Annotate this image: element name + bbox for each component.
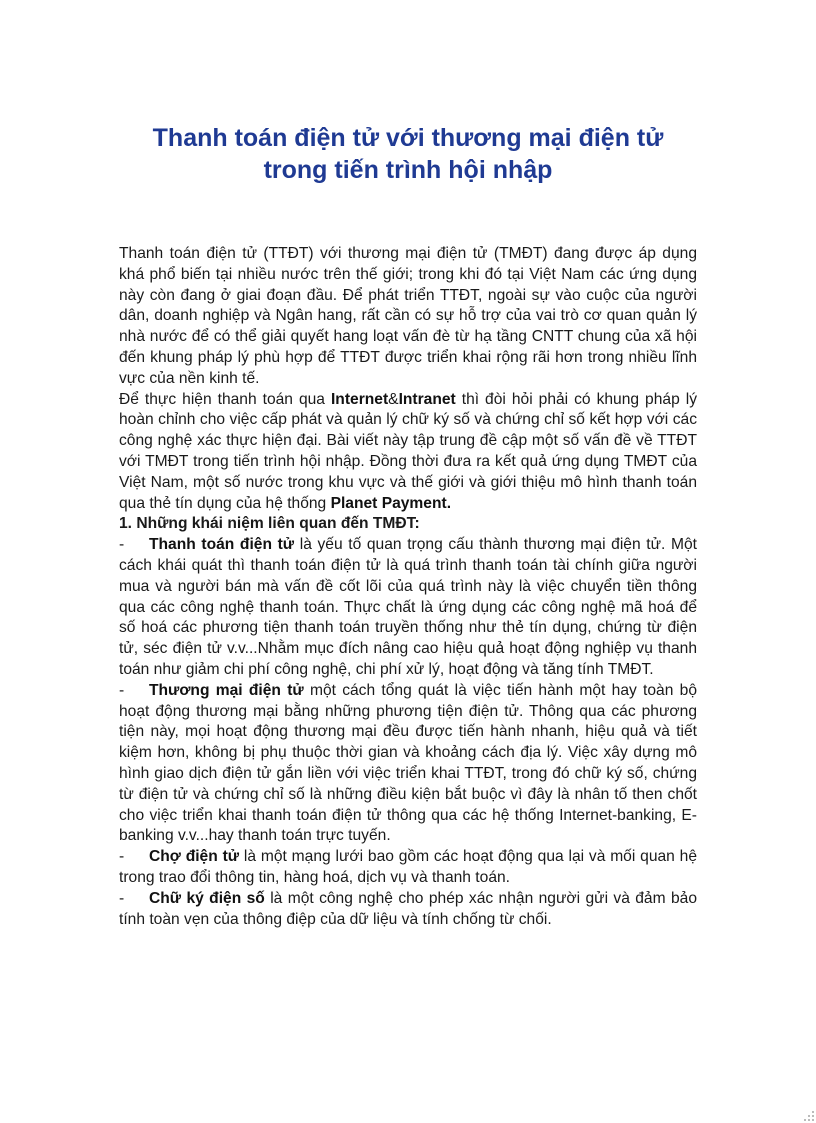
item-e-commerce [119, 681, 697, 847]
title-line-2: trong tiến trình hội nhập [263, 156, 553, 184]
intro-p2-text-b: thì đòi hỏi phải có khung pháp lý hoàn chỉnh cho việc cấp phát và quản lý chữ ký số và chứng chỉ số kết hợp với các công nghệ xác thực hiện đại. Bài viết này tập trung đề cập một số vấn đề về TTĐT với TMĐT trong tiến trình hội nhập. Đồng thời đưa ra kết quả ứng dụng TMĐT của Việt Nam, một số nước trong khu vực và thế giới và giới thiệu mô hình thanh toán qua thẻ tín dụng của hệ thống [119, 390, 697, 512]
section-1-heading: 1. Những khái niệm liên quan đến TMĐT: [119, 515, 420, 533]
item-dash: - [119, 889, 125, 907]
item-dash: - [119, 848, 125, 866]
item-term: Thanh toán điện tử [149, 536, 295, 554]
item-e-payment [119, 535, 697, 681]
item-dash: - [119, 536, 125, 554]
term-planet-payment: Planet Payment. [330, 494, 452, 512]
title-line-1: Thanh toán điện tử với thương mại điện tử [152, 124, 664, 152]
item-text: một cách tổng quát là việc tiến hành một hay toàn bộ hoạt động thương mại bằng những phương tiện điện tử. Thông qua các phương tiện này, mọi hoạt động thương mại đều được tiến hành nhanh, hiệu quả và tiết kiệm hơn, không bị phụ thuộc thời gian và khoảng cách địa lý. Việc xây dựng mô hình giao dịch điện tử gắn liền với việc triển khai TTĐT, trong đó chữ ký số, chứng từ điện tử và chứng chỉ số là những điều kiện bắt buộc vì đây là nhân tố then chốt cho việc triển khai thanh toán điện tử thông qua các hệ thống Internet-banking, E-banking v.v...hay thanh toán trực tuyến. [119, 681, 698, 845]
item-digital-signature [119, 889, 697, 931]
page-corner-mark [798, 1105, 816, 1123]
intro-paragraph-1: Thanh toán điện tử (TTĐT) với thương mại điện tử (TMĐT) đang được áp dụng khá phổ biến tại nhiều nước trên thế giới; trong khi đó tại Việt Nam các ứng dụng này còn đang ở giai đoạn đầu. Để phát triển TTĐT, ngoài sự vào cuộc của người dân, doanh nghiệp và Ngân hang, rất cần có sự hỗ trợ của vai trò cơ quan quản lý nhà nước để có thể giải quyết hang loạt vấn đè từ hạ tầng CNTT chung của xã hội đến khung pháp lý phù hợp để TTĐT được triển khai rộng rãi hơn trong nhiều lĩnh vực của nền kinh tế. [119, 245, 697, 387]
document-title [100, 122, 716, 186]
item-text: là yếu tố quan trọng cấu thành thương mại điện tử. Một cách khái quát thì thanh toán điện tử là quá trình thanh toán tài chính giữa người mua và người bán mà vấn đề cốt lõi của quá trình này là việc chuyển tiền thông qua các công nghệ thanh toán. Thực chất là ứng dụng các công nghệ mã hoá để số hoá các phương tiện thanh toán truyền thống như thẻ tín dụng, chứng từ điện tử, séc điện tử v.v...Nhằm mục đích nâng cao hiệu quả hoạt động nghiệp vụ thanh toán như giảm chi phí công nghệ, chi phí xử lý, hoạt động và tăng tính TMĐT. [119, 536, 697, 678]
item-text: là một mạng lưới bao gồm các hoạt động qua lại và mối quan hệ trong trao đổi thông tin, hàng hoá, dịch vụ và thanh toán. [119, 848, 697, 886]
item-dash: - [119, 681, 125, 699]
intro-p2-text-a: Để thực hiện thanh toán qua [119, 390, 331, 408]
document-body [119, 244, 697, 930]
item-e-market [119, 847, 697, 889]
term-intranet: Intranet [398, 390, 456, 408]
term-internet: Internet [330, 390, 389, 408]
item-term: Chợ điện tử [149, 848, 240, 866]
item-term: Chữ ký điện số [149, 889, 265, 907]
ampersand: & [388, 390, 399, 408]
item-text: là một công nghệ cho phép xác nhận người gửi và đảm bảo tính toàn vẹn của thông điệp của dữ liệu và tính chống từ chối. [119, 889, 697, 928]
item-term: Thương mại điện tử [149, 681, 304, 699]
intro-paragraph-2 [119, 390, 697, 515]
